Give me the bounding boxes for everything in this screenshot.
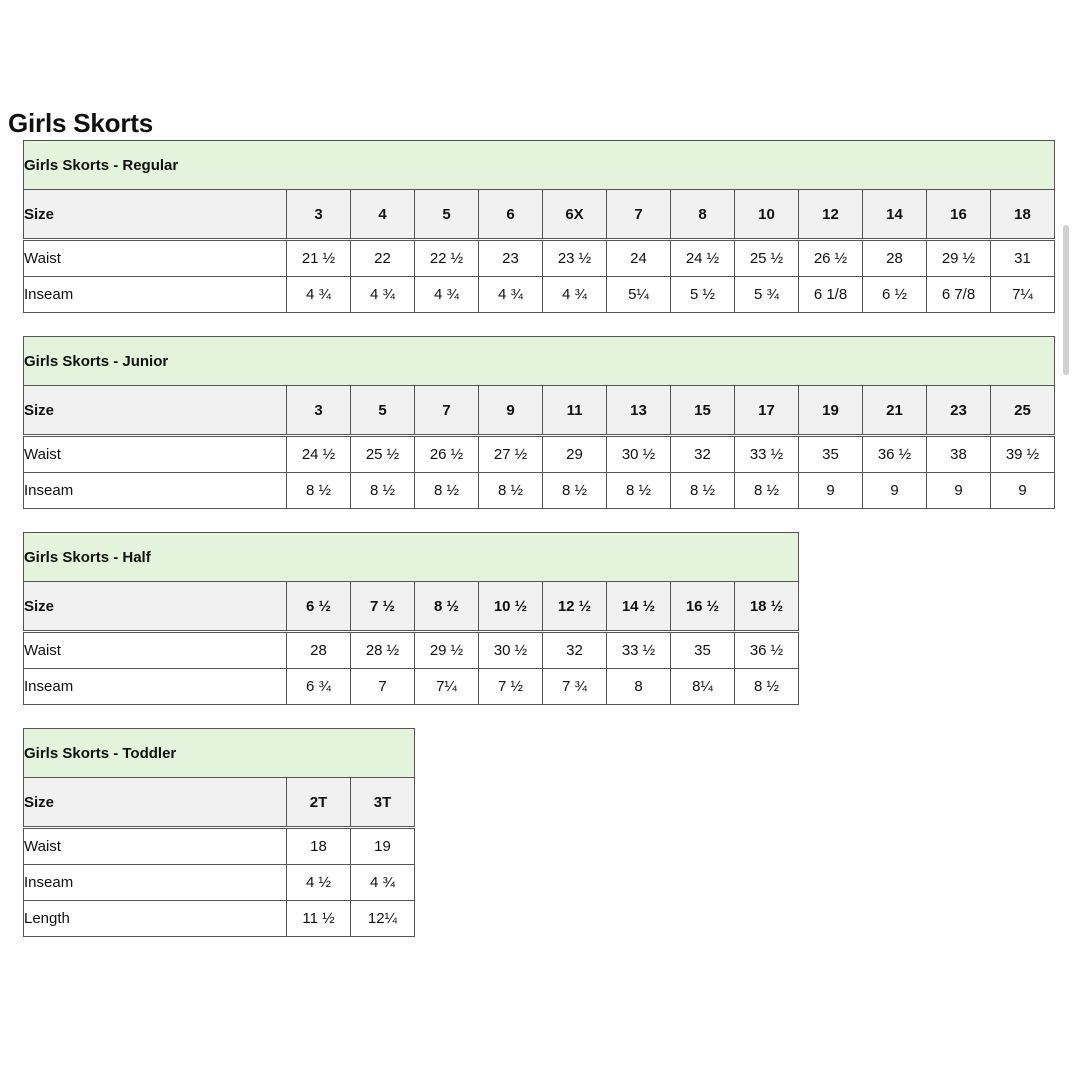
table-cell: 5 ½ <box>671 277 735 313</box>
table-cell: 19 <box>799 386 863 436</box>
size-table-junior <box>23 336 1055 509</box>
table-cell: 23 ½ <box>543 240 607 277</box>
table-cell: 9 <box>927 473 991 509</box>
table-row <box>24 277 1055 313</box>
table-cell: 35 <box>671 632 735 669</box>
table-cell: 9 <box>479 386 543 436</box>
table-cell: 3 <box>287 386 351 436</box>
table-row <box>24 436 1055 473</box>
scrollbar-thumb[interactable] <box>1063 225 1069 375</box>
table-cell: 6X <box>543 190 607 240</box>
row-label: Size <box>24 190 287 240</box>
table-cell: 7 <box>415 386 479 436</box>
table-cell: 9 <box>863 473 927 509</box>
table-cell: 8 ½ <box>671 473 735 509</box>
table-row <box>24 669 799 705</box>
table-row <box>24 778 415 828</box>
table-cell: 8 ½ <box>351 473 415 509</box>
table-cell: 8 ½ <box>543 473 607 509</box>
table-cell: 25 ½ <box>351 436 415 473</box>
table-cell: 23 <box>479 240 543 277</box>
table-cell: 29 <box>543 436 607 473</box>
row-label: Size <box>24 386 287 436</box>
table-cell: 36 ½ <box>863 436 927 473</box>
table-cell: 14 ½ <box>607 582 671 632</box>
table-cell: 28 <box>287 632 351 669</box>
table-cell: 7 ½ <box>351 582 415 632</box>
table-cell: 25 <box>991 386 1055 436</box>
table-caption: Girls Skorts - Junior <box>24 337 1055 386</box>
table-cell: 7¼ <box>991 277 1055 313</box>
table-cell: 12¼ <box>351 901 415 937</box>
table-cell: 11 <box>543 386 607 436</box>
table-cell: 16 <box>927 190 991 240</box>
row-label: Inseam <box>24 473 287 509</box>
row-label: Inseam <box>24 865 287 901</box>
row-label: Inseam <box>24 277 287 313</box>
table-cell: 14 <box>863 190 927 240</box>
table-cell: 6 1/8 <box>799 277 863 313</box>
page-title: Girls Skorts <box>8 108 153 138</box>
table-cell: 8 ½ <box>415 473 479 509</box>
table-cell: 22 ½ <box>415 240 479 277</box>
table-cell: 24 <box>607 240 671 277</box>
table-cell: 6 ½ <box>287 582 351 632</box>
table-cell: 8 ½ <box>735 669 799 705</box>
table-row <box>24 632 799 669</box>
table-cell: 9 <box>799 473 863 509</box>
table-cell: 21 ½ <box>287 240 351 277</box>
table-cell: 10 <box>735 190 799 240</box>
table-cell: 8 <box>607 669 671 705</box>
table-cell: 17 <box>735 386 799 436</box>
table-cell: 6 <box>479 190 543 240</box>
table-cell: 24 ½ <box>287 436 351 473</box>
table-cell: 32 <box>543 632 607 669</box>
row-label: Waist <box>24 436 287 473</box>
size-table-regular <box>23 140 1055 313</box>
table-cell: 3 <box>287 190 351 240</box>
table-cell: 32 <box>671 436 735 473</box>
table-cell: 19 <box>351 828 415 865</box>
table-cell: 8 ½ <box>479 473 543 509</box>
table-cell: 21 <box>863 386 927 436</box>
table-cell: 12 ½ <box>543 582 607 632</box>
table-row <box>24 865 415 901</box>
table-row <box>24 582 799 632</box>
table-cell: 4 ¾ <box>479 277 543 313</box>
row-label: Waist <box>24 240 287 277</box>
table-cell: 26 ½ <box>799 240 863 277</box>
table-cell: 27 ½ <box>479 436 543 473</box>
table-cell: 30 ½ <box>479 632 543 669</box>
row-label: Size <box>24 778 287 828</box>
table-cell: 13 <box>607 386 671 436</box>
table-cell: 10 ½ <box>479 582 543 632</box>
table-cell: 33 ½ <box>735 436 799 473</box>
table-cell: 23 <box>927 386 991 436</box>
table-cell: 30 ½ <box>607 436 671 473</box>
size-table-toddler <box>23 728 415 937</box>
table-cell: 3T <box>351 778 415 828</box>
table-cell: 24 ½ <box>671 240 735 277</box>
table-caption: Girls Skorts - Toddler <box>24 729 415 778</box>
table-cell: 9 <box>991 473 1055 509</box>
table-row <box>24 473 1055 509</box>
table-cell: 15 <box>671 386 735 436</box>
table-cell: 4 ¾ <box>351 277 415 313</box>
table-cell: 5 ¾ <box>735 277 799 313</box>
table-row <box>24 901 415 937</box>
table-cell: 7 ½ <box>479 669 543 705</box>
table-cell: 8 <box>671 190 735 240</box>
table-row <box>24 386 1055 436</box>
table-cell: 26 ½ <box>415 436 479 473</box>
row-label: Length <box>24 901 287 937</box>
table-cell: 33 ½ <box>607 632 671 669</box>
table-cell: 35 <box>799 436 863 473</box>
row-label: Size <box>24 582 287 632</box>
table-cell: 8 ½ <box>607 473 671 509</box>
table-cell: 18 <box>991 190 1055 240</box>
table-cell: 8 ½ <box>287 473 351 509</box>
table-cell: 4 ¾ <box>287 277 351 313</box>
table-cell: 39 ½ <box>991 436 1055 473</box>
table-cell: 28 ½ <box>351 632 415 669</box>
table-cell: 11 ½ <box>287 901 351 937</box>
table-cell: 5 <box>351 386 415 436</box>
table-cell: 4 ¾ <box>543 277 607 313</box>
table-caption: Girls Skorts - Regular <box>24 141 1055 190</box>
table-cell: 38 <box>927 436 991 473</box>
table-cell: 12 <box>799 190 863 240</box>
table-cell: 28 <box>863 240 927 277</box>
table-row <box>24 828 415 865</box>
table-cell: 4 ½ <box>287 865 351 901</box>
table-cell: 36 ½ <box>735 632 799 669</box>
table-cell: 8 ½ <box>735 473 799 509</box>
row-label: Waist <box>24 632 287 669</box>
table-cell: 6 ¾ <box>287 669 351 705</box>
table-cell: 7¼ <box>415 669 479 705</box>
table-cell: 18 <box>287 828 351 865</box>
table-caption: Girls Skorts - Half <box>24 533 799 582</box>
table-cell: 4 ¾ <box>351 865 415 901</box>
table-cell: 4 <box>351 190 415 240</box>
row-label: Waist <box>24 828 287 865</box>
table-cell: 2T <box>287 778 351 828</box>
table-cell: 18 ½ <box>735 582 799 632</box>
table-cell: 5¼ <box>607 277 671 313</box>
size-table-half <box>23 532 799 705</box>
table-cell: 8¼ <box>671 669 735 705</box>
table-cell: 6 ½ <box>863 277 927 313</box>
table-cell: 4 ¾ <box>415 277 479 313</box>
table-cell: 29 ½ <box>927 240 991 277</box>
table-cell: 8 ½ <box>415 582 479 632</box>
table-cell: 7 ¾ <box>543 669 607 705</box>
table-row <box>24 240 1055 277</box>
table-cell: 31 <box>991 240 1055 277</box>
table-cell: 25 ½ <box>735 240 799 277</box>
table-cell: 7 <box>607 190 671 240</box>
table-cell: 16 ½ <box>671 582 735 632</box>
table-row <box>24 190 1055 240</box>
table-cell: 6 7/8 <box>927 277 991 313</box>
table-cell: 7 <box>351 669 415 705</box>
table-cell: 29 ½ <box>415 632 479 669</box>
table-cell: 5 <box>415 190 479 240</box>
row-label: Inseam <box>24 669 287 705</box>
table-cell: 22 <box>351 240 415 277</box>
